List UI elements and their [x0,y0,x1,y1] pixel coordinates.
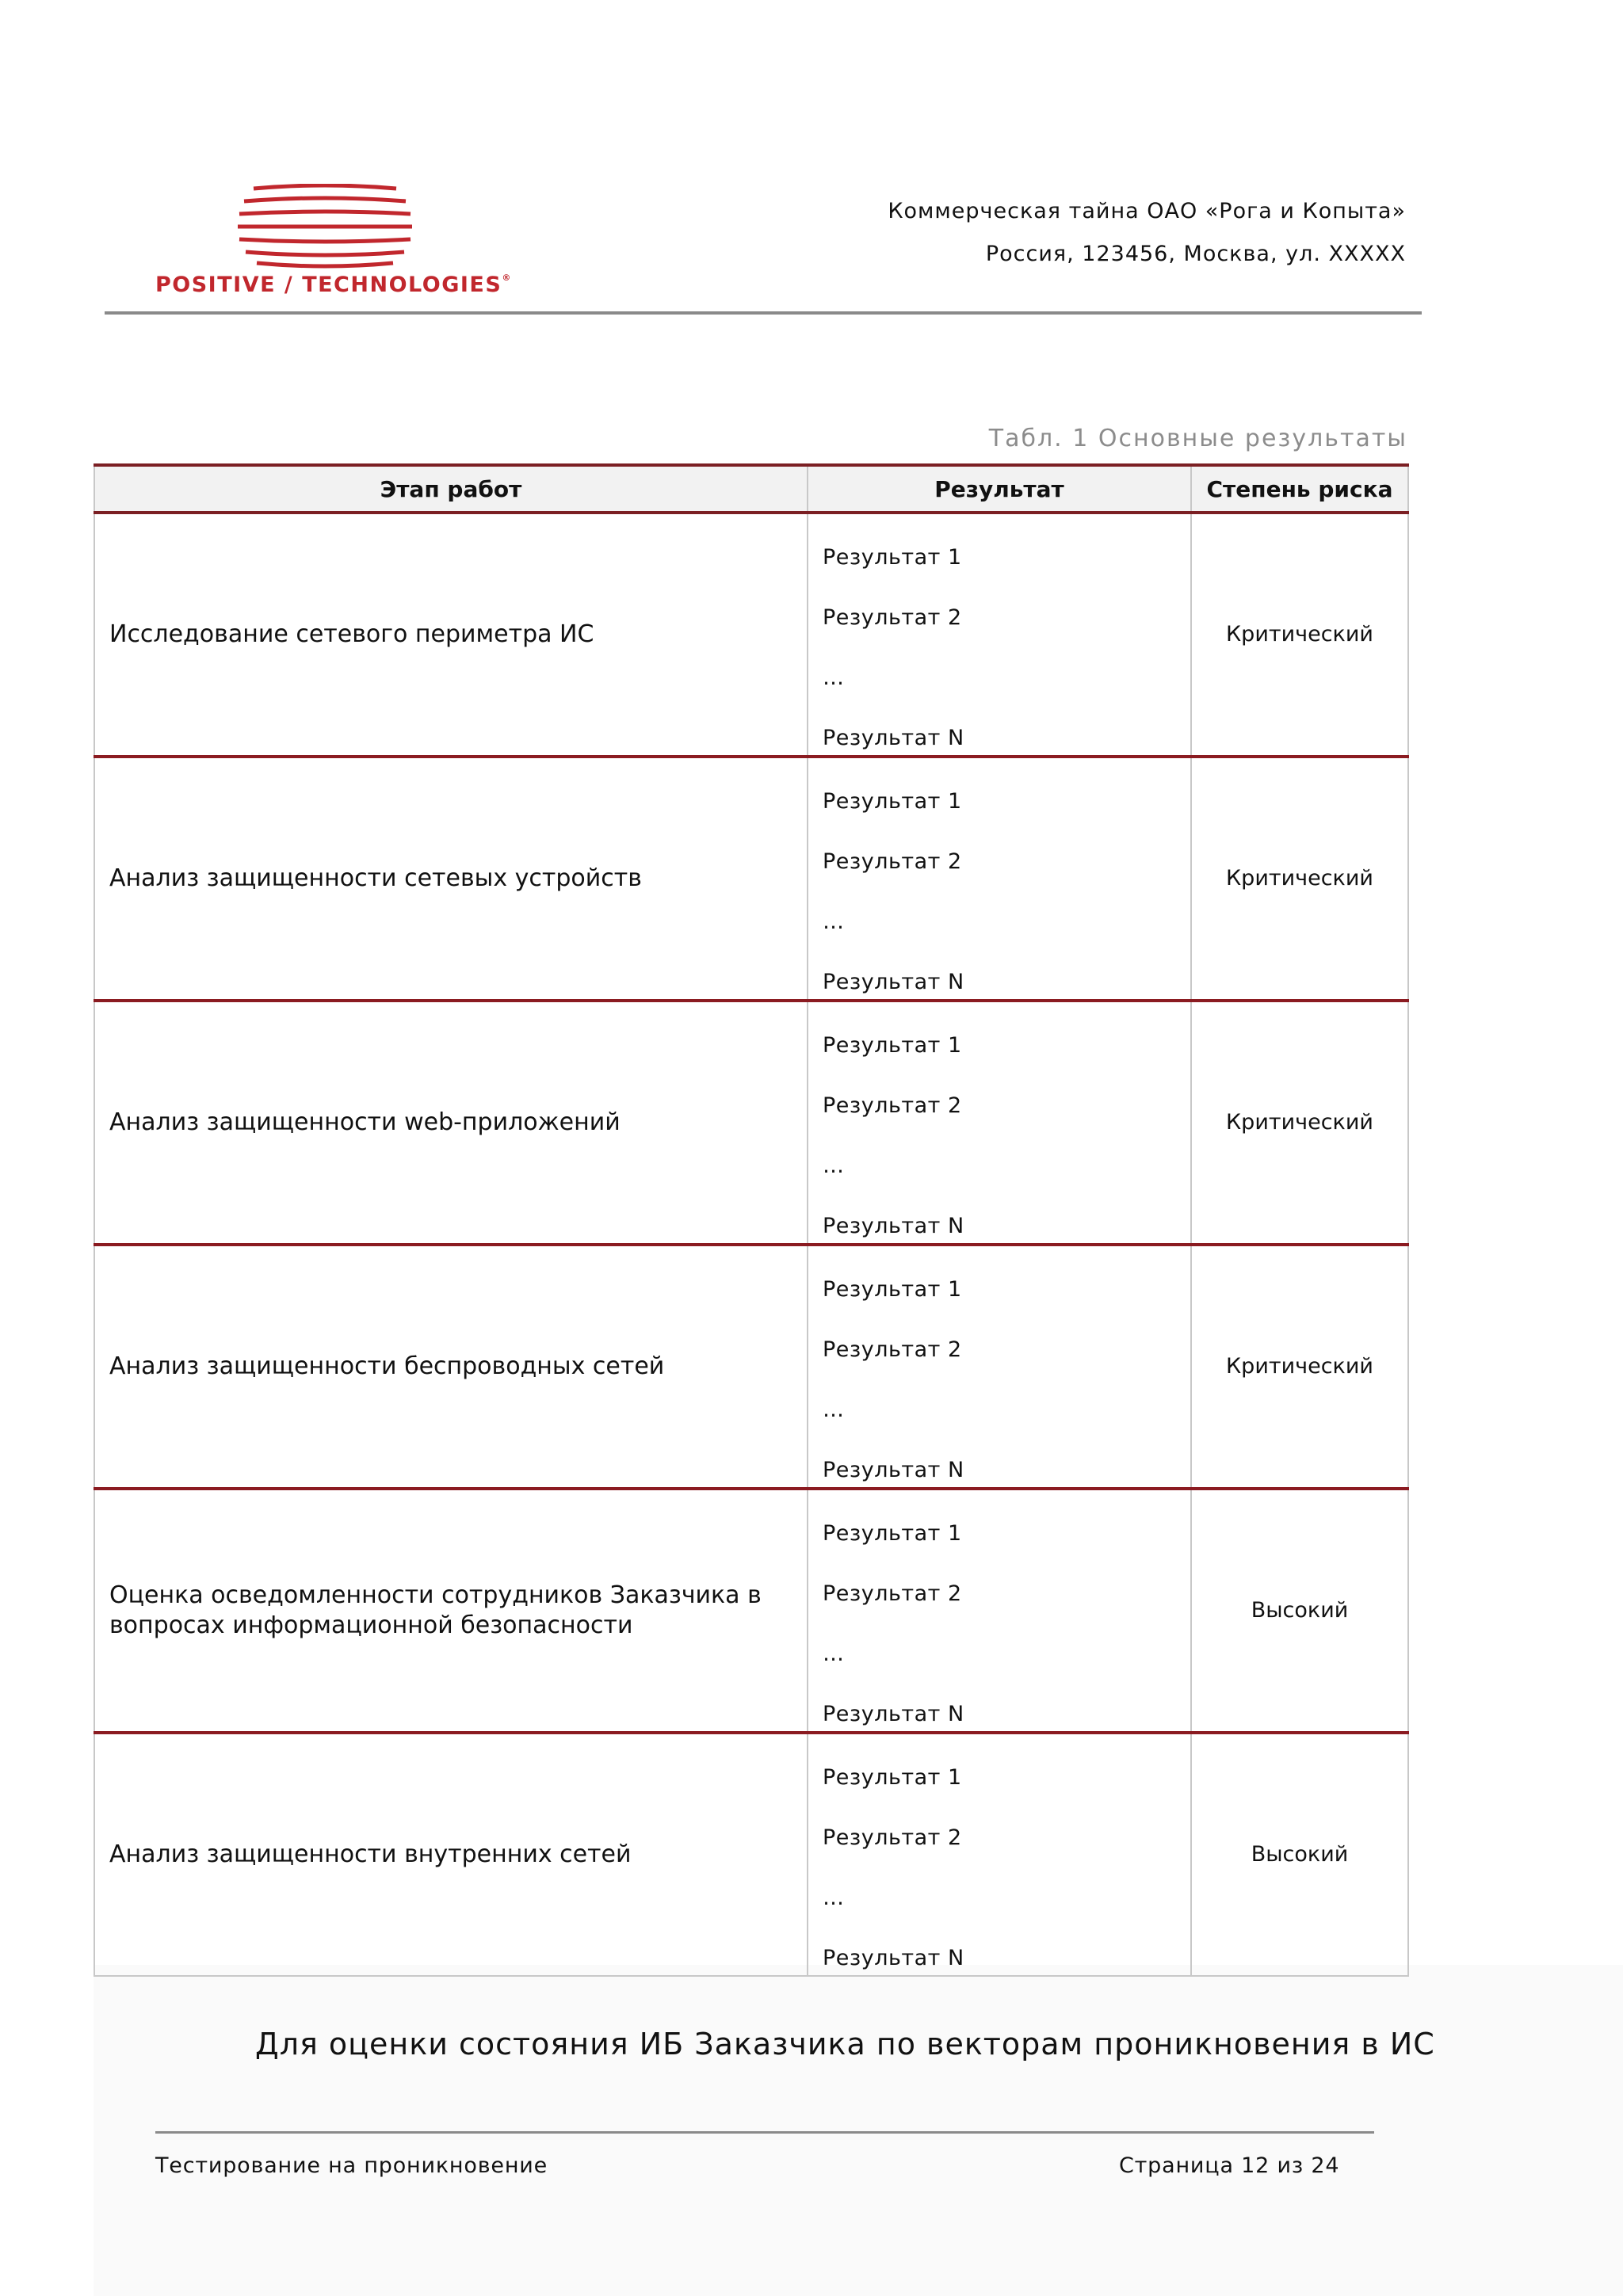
stage-cell: Исследование сетевого периметра ИС [94,513,808,757]
stage-cell: Оценка осведомленности сотрудников Заказчика в вопросах информационной безопасности [94,1489,808,1733]
table-header-row [94,465,1408,513]
risk-cell: Критический [1191,757,1408,1001]
result-item: … [823,1886,845,1910]
result-item: Результат 2 [823,1093,962,1118]
result-item: … [823,1154,845,1178]
result-item: Результат 1 [823,545,962,570]
table-caption: Табл. 1 Основные результаты [988,425,1407,452]
result-item: Результат 1 [823,1033,962,1058]
company-logo [151,184,531,303]
page-shade [94,1965,1623,2296]
result-cell [808,757,1191,1001]
result-item: Результат N [823,1458,964,1482]
stage-cell: Анализ защищенности беспроводных сетей [94,1245,808,1489]
result-item: Результат N [823,726,964,750]
result-item: Результат 2 [823,1581,962,1606]
result-item: Результат N [823,1702,964,1726]
result-item: … [823,1398,845,1422]
risk-cell: Критический [1191,1245,1408,1489]
result-item: Результат 2 [823,1337,962,1362]
result-item: Результат 2 [823,605,962,630]
result-item: Результат 1 [823,1521,962,1546]
result-cell [808,1489,1191,1733]
risk-cell: Высокий [1191,1733,1408,1976]
header-confidential-line: Коммерческая тайна ОАО «Рога и Копыта» [888,199,1406,223]
table-row [94,1001,1408,1245]
body-paragraph: Для оценки состояния ИБ Заказчика по векторам проникновения в ИС [255,2027,1435,2061]
logo-stripes-icon [238,184,412,271]
footer-document-title: Тестирование на проникновение [155,2153,548,2178]
table-row [94,1245,1408,1489]
risk-cell: Критический [1191,1001,1408,1245]
result-cell [808,1245,1191,1489]
result-item: Результат N [823,1946,964,1970]
result-item: … [823,910,845,934]
result-item: Результат 2 [823,1825,962,1850]
stage-cell: Анализ защищенности внутренних сетей [94,1733,808,1976]
risk-cell: Высокий [1191,1489,1408,1733]
table-row [94,513,1408,757]
result-item: Результат 1 [823,1765,962,1790]
footer-page-number: Страница 12 из 24 [1119,2153,1340,2178]
result-item: Результат 1 [823,789,962,814]
column-header-risk: Степень риска [1191,465,1408,513]
result-cell [808,1001,1191,1245]
logo-wordmark: POSITIVE / TECHNOLOGIES® [155,273,512,297]
column-header-result: Результат [808,465,1191,513]
result-cell [808,513,1191,757]
risk-cell: Критический [1191,513,1408,757]
footer-divider [155,2131,1374,2134]
stage-cell: Анализ защищенности web-приложений [94,1001,808,1245]
header-divider [105,311,1422,315]
table-row [94,1489,1408,1733]
results-table [94,463,1409,1977]
result-cell [808,1733,1191,1976]
result-item: … [823,666,845,690]
result-item: … [823,1642,845,1666]
result-item: Результат N [823,1214,964,1238]
result-item: Результат 1 [823,1277,962,1302]
stage-cell: Анализ защищенности сетевых устройств [94,757,808,1001]
result-item: Результат N [823,970,964,994]
header-address-line: Россия, 123456, Москва, ул. XXXXX [985,242,1406,266]
column-header-stage: Этап работ [94,465,808,513]
table-row [94,1733,1408,1976]
result-item: Результат 2 [823,849,962,874]
table-row [94,757,1408,1001]
header-info [888,190,1406,276]
